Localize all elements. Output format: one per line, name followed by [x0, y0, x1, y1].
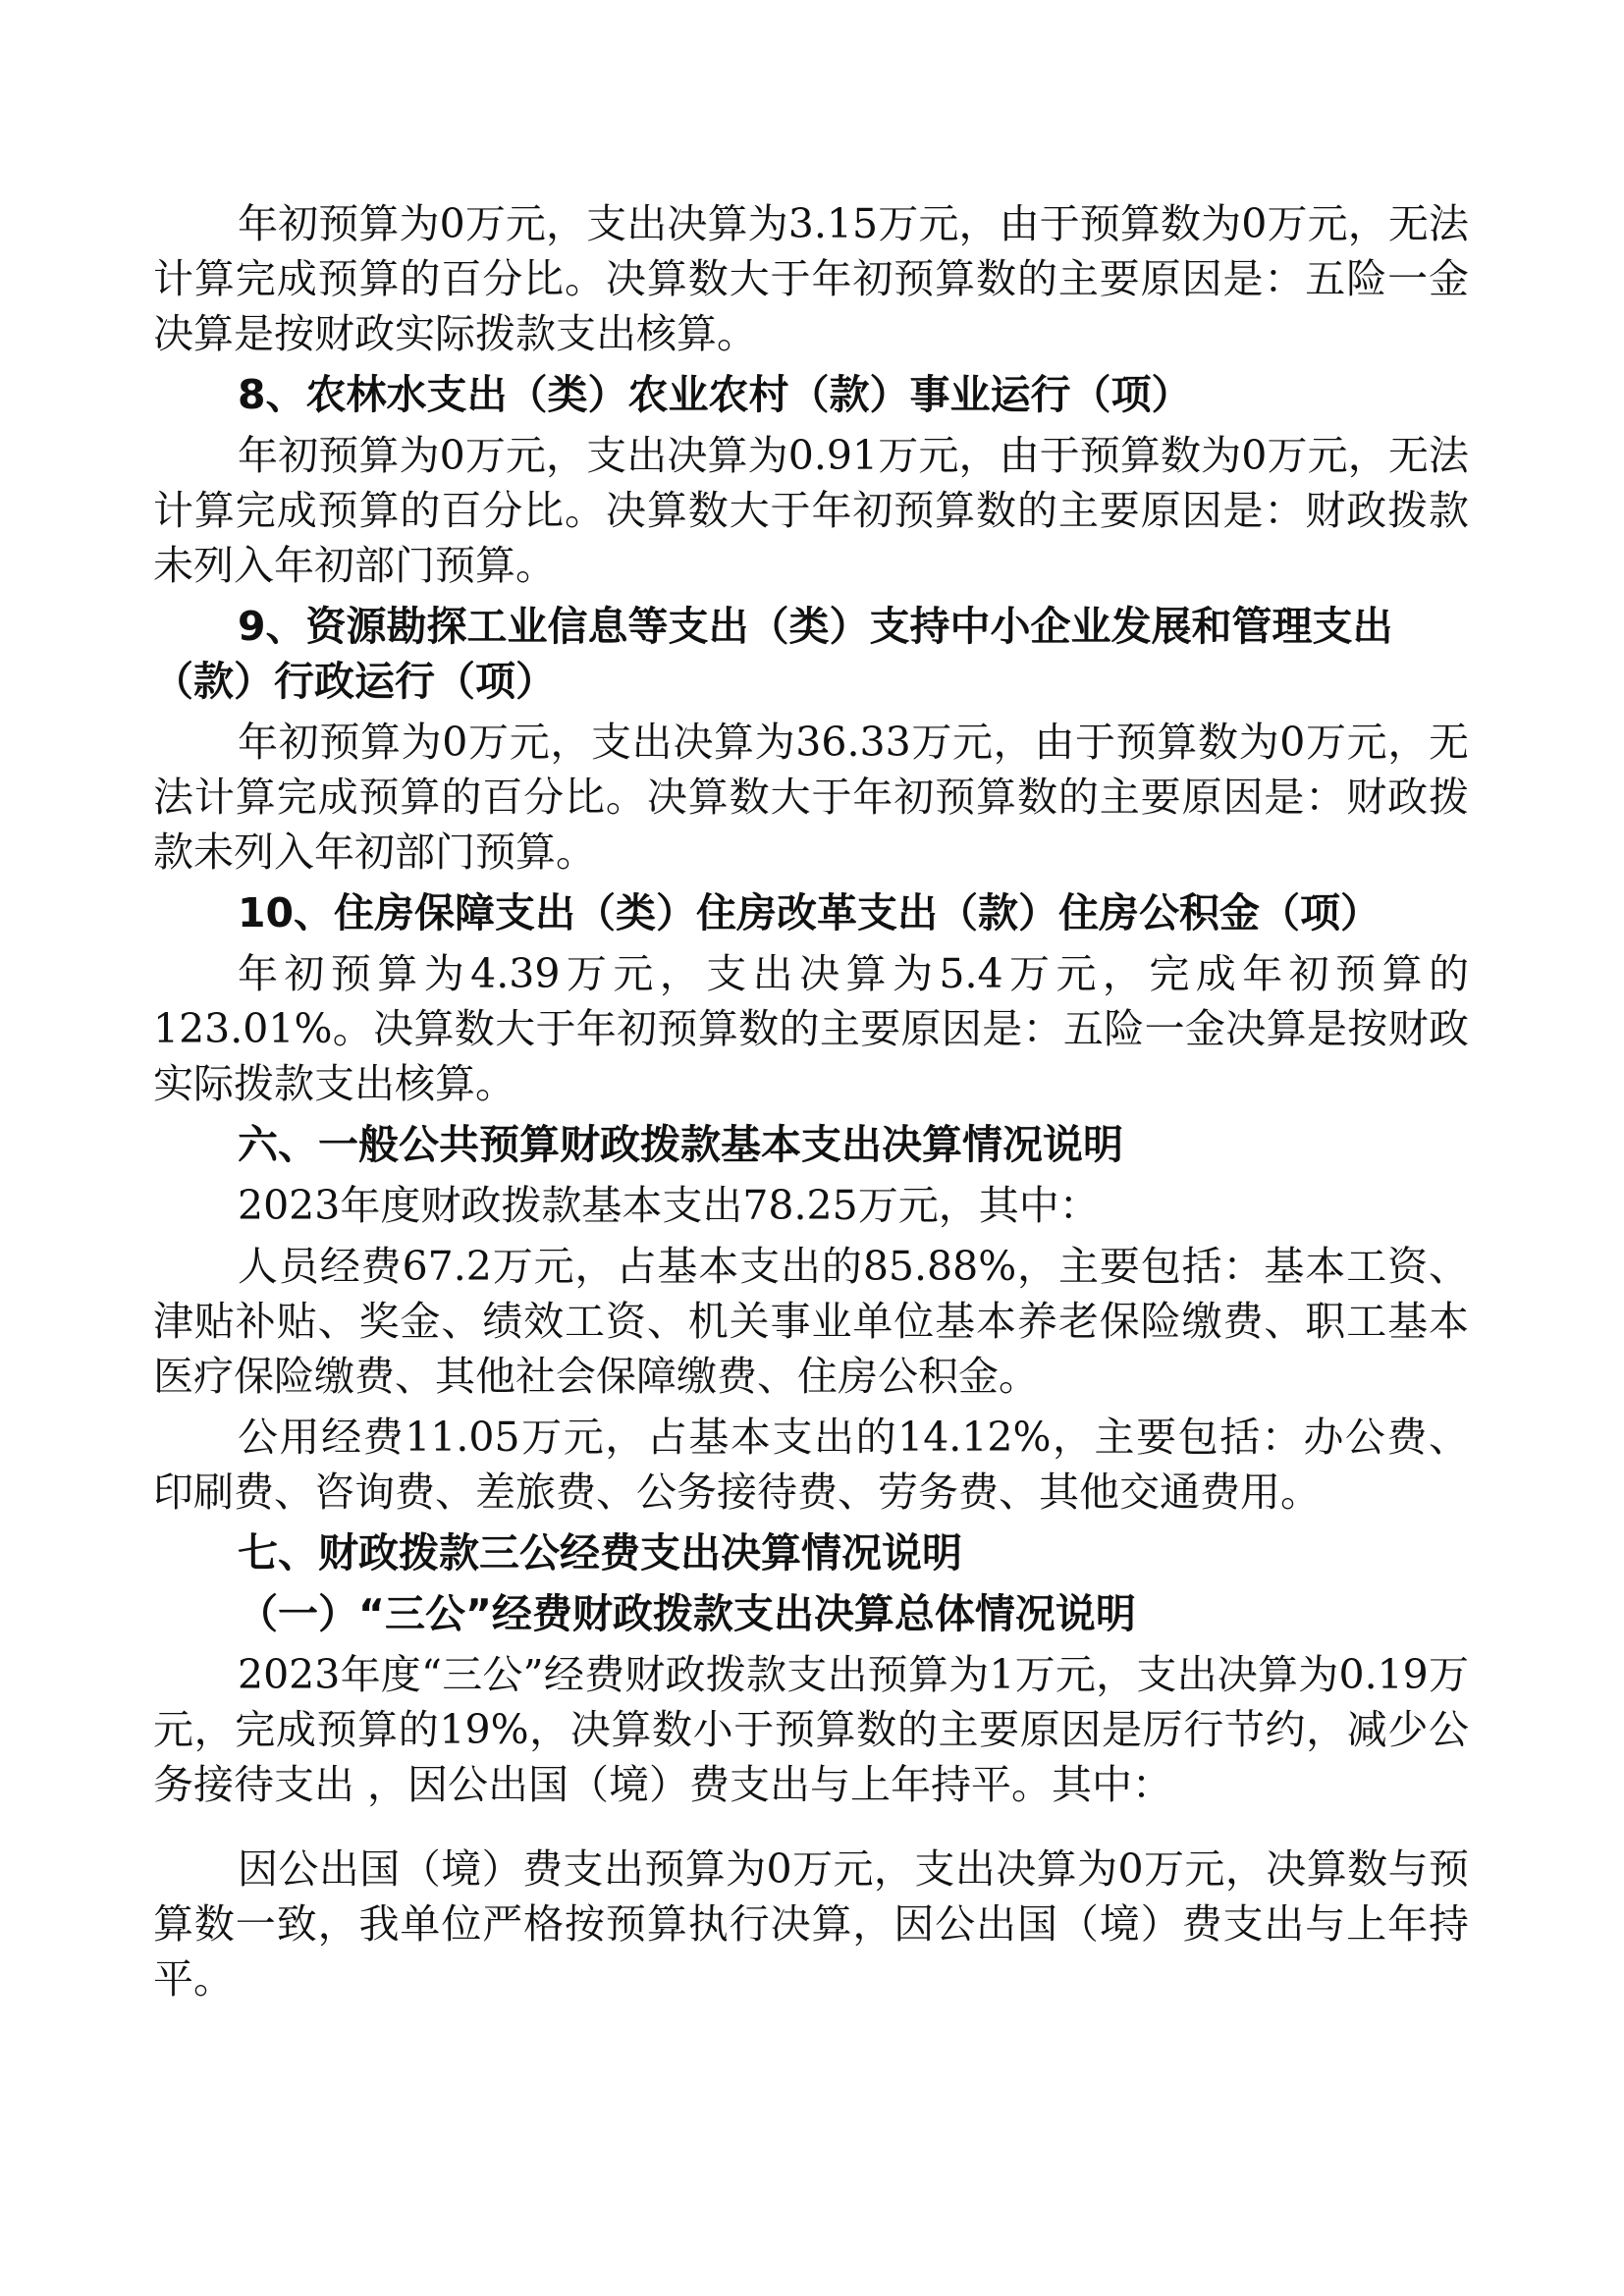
paragraph-public-expenses: 公用经费11.05万元，占基本支出的14.12%，主要包括：办公费、印刷费、咨询费、差旅费、公务接待费、劳务费、其他交通费用。: [153, 1414, 1469, 1516]
paragraph-item9-explanation: 年初预算为0万元，支出决算为36.33万元，由于预算数为0万元，无法计算完成预算的百分比。决算数大于年初预算数的主要原因是：财政拨款未列入年初部门预算。: [153, 719, 1469, 876]
heading-section-7: 七、财政拨款三公经费支出决算情况说明: [238, 1529, 962, 1576]
paragraph-personnel-expenses: 人员经费67.2万元，占基本支出的85.88%，主要包括：基本工资、津贴补贴、奖金、绩效工资、机关事业单位基本养老保险缴费、职工基本医疗保险缴费、其他社会保障缴费、住房公积金。: [153, 1243, 1469, 1400]
heading-item-9: 9、资源勘探工业信息等支出（类）支持中小企业发展和管理支出（款）行政运行（项）: [153, 603, 1393, 705]
heading-subsection-7-1: （一）“三公”经费财政拨款支出决算总体情况说明: [238, 1590, 1136, 1637]
heading-item-8: 8、农林水支出（类）农业农村（款）事业运行（项）: [238, 371, 1192, 418]
paragraph-three-public-overall: 2023年度“三公”经费财政拨款支出预算为1万元，支出决算为0.19万元，完成预算的19%，决算数小于预算数的主要原因是厉行节约，减少公务接待支出 ，因公出国（境）费支出与上年持平。其中：: [153, 1651, 1469, 1808]
heading-item-10: 10、住房保障支出（类）住房改革支出（款）住房公积金（项）: [238, 889, 1381, 936]
paragraph-item7-explanation: 年初预算为0万元，支出决算为3.15万元，由于预算数为0万元，无法计算完成预算的百分比。决算数大于年初预算数的主要原因是：五险一金决算是按财政实际拨款支出核算。: [153, 200, 1469, 357]
heading-section-6: 六、一般公共预算财政拨款基本支出决算情况说明: [238, 1121, 1123, 1168]
paragraph-overseas-travel: 因公出国（境）费支出预算为0万元，支出决算为0万元，决算数与预算数一致，我单位严格按预算执行决算，因公出国（境）费支出与上年持平。: [153, 1845, 1469, 2002]
document-page: [153, 196, 1469, 2006]
paragraph-item8-explanation: 年初预算为0万元，支出决算为0.91万元，由于预算数为0万元，无法计算完成预算的百分比。决算数大于年初预算数的主要原因是：财政拨款未列入年初部门预算。: [153, 432, 1469, 589]
paragraph-basic-expenditure-total: 2023年度财政拨款基本支出78.25万元，其中：: [238, 1182, 1100, 1229]
paragraph-item10-explanation: 年初预算为4.39万元，支出决算为5.4万元，完成年初预算的123.01%。决算数大于年初预算数的主要原因是：五险一金决算是按财政实际拨款支出核算。: [153, 950, 1469, 1107]
